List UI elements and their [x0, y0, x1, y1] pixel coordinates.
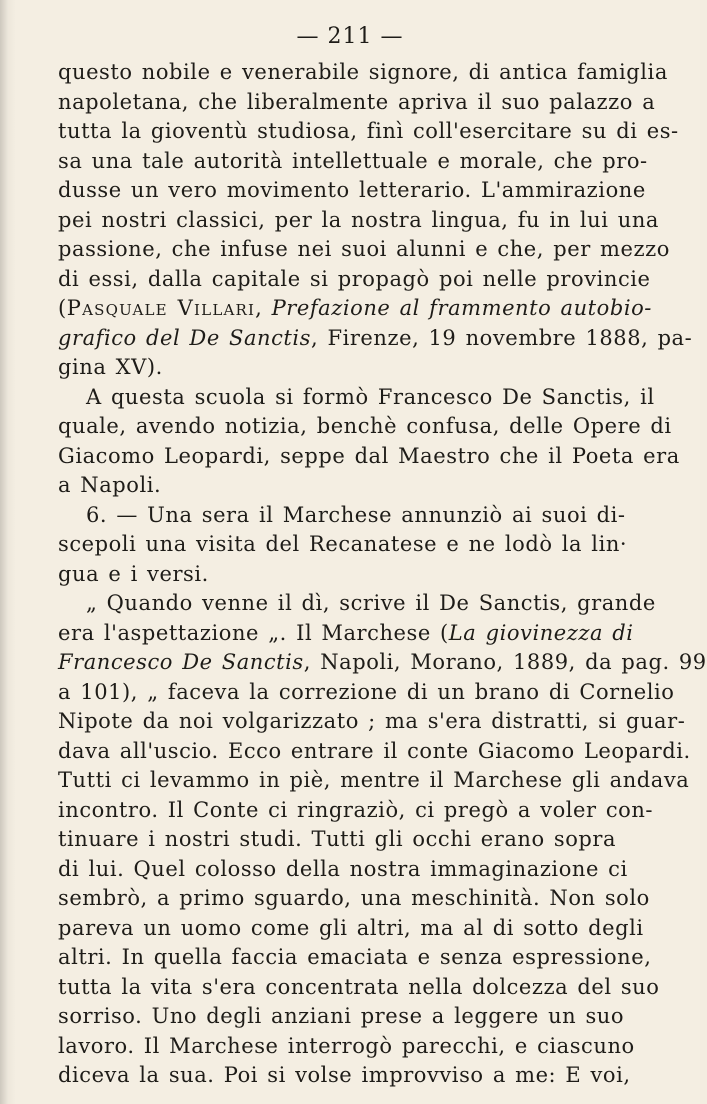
binding-shadow	[0, 0, 16, 1104]
text-line	[58, 648, 707, 678]
text-line: lavoro. Il Marchese interrogò parecchi, e ciascuno	[58, 1033, 635, 1058]
citation-title-cont: grafico del De Sanctis	[58, 325, 311, 350]
text-line: questo nobile e venerabile signore, di antica famiglia	[58, 60, 668, 84]
citation-line	[58, 324, 693, 354]
text-line: a Napoli.	[58, 473, 162, 497]
text-line: di lui. Quel colosso della nostra immaginazione ci	[58, 856, 628, 881]
citation-title: Prefazione al frammento autobio-	[271, 296, 652, 320]
text-line: sorriso. Uno degli anziani prese a leggere un suo	[58, 1004, 625, 1028]
citation-author: Pasquale Villari	[66, 296, 256, 320]
text-line: napoletana, che liberalmente apriva il suo palazzo a	[58, 89, 656, 114]
text-line: passione, che infuse nei suoi alunni e che, per mezzo	[58, 237, 670, 261]
text-line: incontro. Il Conte ci ringraziò, ci pregò a voler con-	[58, 797, 654, 822]
citation-open-paren: (	[58, 296, 67, 320]
reference-title-cont: Francesco De Sanctis	[58, 650, 304, 674]
text-line: diceva la sua. Poi si volse improvviso a me: E voi,	[58, 1063, 631, 1087]
citation-separator: ,	[255, 296, 272, 320]
reference-title: La giovinezza di	[448, 620, 634, 645]
text-line: quale, avendo notizia, benchè confusa, delle Opere di	[58, 414, 672, 438]
citation-details: , Firenze, 19 novembre 1888, pa-	[311, 325, 693, 350]
text-line: pei nostri classici, per la nostra lingua, fu in lui una	[58, 207, 659, 232]
text-line: tutta la vita s'era concentrata nella dolcezza del suo	[58, 974, 660, 999]
text-line: altri. In quella faccia emaciata e senza espressione,	[58, 945, 652, 969]
body-text	[58, 58, 707, 1091]
text-line: sembrò, a primo sguardo, una meschinità. Non solo	[58, 886, 650, 910]
citation-line	[58, 294, 652, 324]
text-line: di essi, dalla capitale si propagò poi nelle provincie	[58, 266, 651, 291]
quote-start: „ Quando venne il dì, scrive il De Sanctis, grande	[86, 591, 656, 615]
text-line: tutta la gioventù studiosa, finì coll'esercitare su di es-	[58, 119, 679, 143]
text-line: pareva un uomo come gli altri, ma al di sotto degli	[58, 915, 644, 940]
text-line: gua e i versi.	[58, 561, 209, 586]
paragraph-start: A questa scuola si formò Francesco De Sanctis, il	[86, 384, 655, 409]
text-line: sa una tale autorità intellettuale e morale, che pro-	[58, 148, 648, 173]
section-6-start: 6. — Una sera il Marchese annunziò ai suoi di-	[86, 502, 626, 527]
text-line: tinuare i nostri studi. Tutti gli occhi erano sopra	[58, 827, 617, 851]
text-line: Giacomo Leopardi, seppe dal Maestro che il Poeta era	[58, 443, 680, 468]
reference-details: , Napoli, Morano, 1889, da pag. 99	[303, 650, 707, 674]
text-line: Tutti ci levammo in piè, mentre il Marchese gli andava	[58, 768, 690, 792]
text-line: scepoli una visita del Recanatese e ne lodò la lin·	[58, 532, 628, 556]
text-line: dava all'uscio. Ecco entrare il conte Giacomo Leopardi.	[58, 738, 691, 763]
page-number-header: — 211 —	[296, 24, 404, 49]
text-line: gina XV).	[58, 355, 163, 379]
text-line: a 101), „ faceva la correzione di un brano di Cornelio	[58, 679, 675, 704]
text-line: dusse un vero movimento letterario. L'ammirazione	[58, 178, 646, 202]
text-line: Nipote da noi volgarizzato ; ma s'era distratti, si guar-	[58, 709, 686, 733]
text-segment: era l'aspettazione „. Il Marchese (	[58, 620, 449, 645]
text-line	[58, 619, 634, 649]
